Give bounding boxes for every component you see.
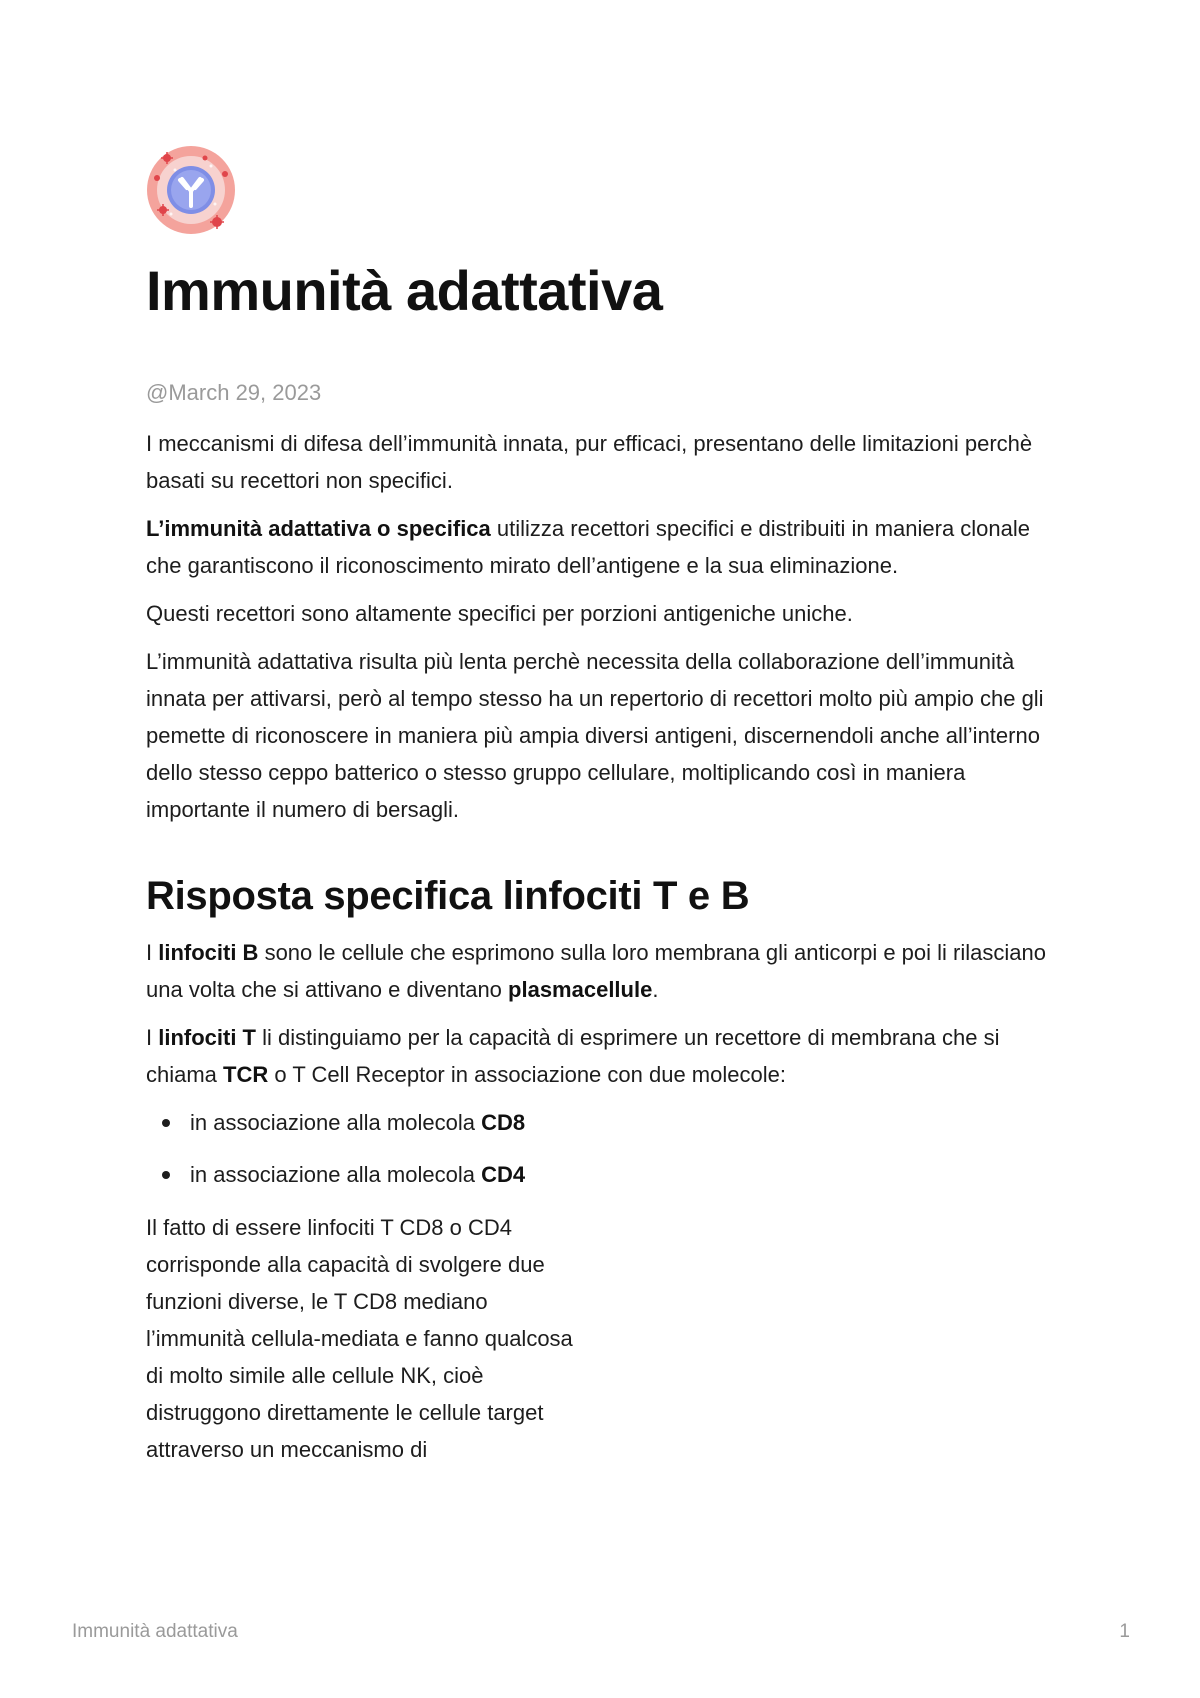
bold-term: linfociti B xyxy=(158,940,259,965)
paragraph-text: o T Cell Receptor in associazione con due molecole: xyxy=(268,1062,786,1087)
bold-term: plasmacellule xyxy=(508,977,653,1002)
bold-term: linfociti T xyxy=(158,1025,256,1050)
bullet-icon xyxy=(162,1119,170,1127)
section-paragraph-3: Il fatto di essere linfociti T CD8 o CD4 corrisponde alla capacità di svolgere due funzioni diverse, le T CD8 mediano l’immunità cellula-mediata e fanno qualcosa di molto simile alle cellule NK, cioè distruggono direttamente le cellule target attraverso un meccanismo di xyxy=(146,1215,573,1462)
section-paragraph-2 xyxy=(146,1019,1066,1093)
paragraph-text: I xyxy=(146,940,159,965)
bullet-icon xyxy=(162,1171,170,1179)
section-paragraph-1 xyxy=(146,934,1066,1008)
list-item xyxy=(146,1156,1066,1193)
paragraph-text: sono le cellule che esprimono sulla loro membrana gli anticorpi e poi li rilasciano una volta che si attivano e diventano xyxy=(146,940,1046,1002)
antibody-cell-icon xyxy=(145,144,237,236)
intro-paragraph-2 xyxy=(146,510,1066,584)
footer-title: Immunità adattativa xyxy=(72,1621,238,1642)
bold-term: L’immunità adattativa o specifica xyxy=(146,516,491,541)
list-item xyxy=(146,1104,1066,1141)
bold-term: TCR xyxy=(223,1062,269,1087)
paragraph-text: utilizza recettori specifici e distribuiti in maniera clonale che garantiscono il riconoscimento mirato dell’antigene e la sua eliminazione. xyxy=(146,516,1031,578)
page-title: Immunità adattativa xyxy=(146,259,663,322)
footer-page-number: 1 xyxy=(1119,1621,1130,1642)
intro-paragraph-3: Questi recettori sono altamente specifici per porzioni antigeniche uniche. xyxy=(146,601,853,626)
intro-paragraph-1: I meccanismi di difesa dell’immunità innata, pur efficaci, presentano delle limitazioni perchè basati su recettori non specifici. xyxy=(146,431,1033,493)
page-content xyxy=(146,425,1066,1479)
paragraph-text: li distinguiamo per la capacità di esprimere un recettore di membrana che si chiama xyxy=(146,1025,1000,1087)
bold-term: CD8 xyxy=(481,1110,526,1135)
list-item-text: in associazione alla molecola xyxy=(190,1162,482,1187)
page-date: @March 29, 2023 xyxy=(146,380,322,405)
paragraph-text: I xyxy=(146,1025,159,1050)
section-heading: Risposta specifica linfociti T e B xyxy=(146,874,750,918)
bullet-list xyxy=(146,1104,1066,1193)
paragraph-text: . xyxy=(652,977,659,1002)
bold-term: CD4 xyxy=(481,1162,526,1187)
intro-paragraph-4: L’immunità adattativa risulta più lenta perchè necessita della collaborazione dell’immunità innata per attivarsi, però al tempo stesso ha un repertorio di recettori molto più ampio che gli pemette di riconoscere in maniera più ampia diversi antigeni, discernendoli anche all’interno dello stesso ceppo batterico o stesso gruppo cellulare, moltiplicando così in maniera importante il numero di bersagli. xyxy=(146,649,1044,822)
list-item-text: in associazione alla molecola xyxy=(190,1110,482,1135)
